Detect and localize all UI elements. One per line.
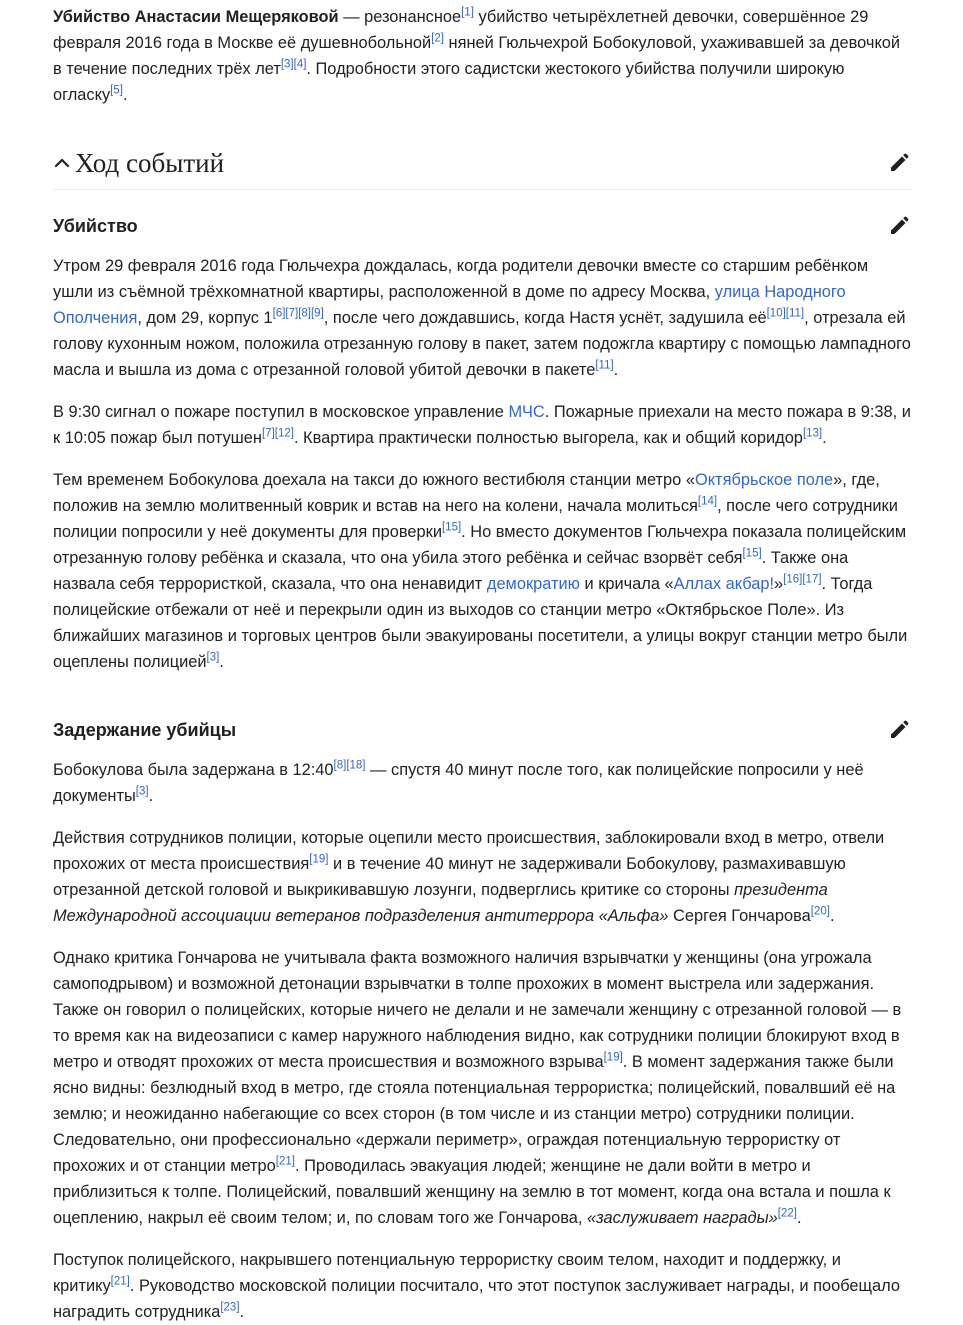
section-header-left[interactable]: [53, 143, 224, 183]
ref-link[interactable]: [3][4]: [280, 58, 307, 71]
subsection-title: Задержание убийцы: [53, 720, 237, 740]
pencil-icon[interactable]: [889, 720, 909, 740]
pencil-icon[interactable]: [889, 216, 909, 236]
paragraph: В 9:30 сигнал о пожаре поступил в московское управление МЧС. Пожарные приехали на место пожара в 9:38, и к 10:05 пожар был потушен[7][12]. Квартира практически полностью выгорела, как и общий коридор[13].: [53, 403, 911, 447]
ref-link[interactable]: [3]: [206, 651, 220, 664]
subsection-header-arrest: [53, 715, 911, 745]
paragraph: Утром 29 февраля 2016 года Гюльчехра дождалась, когда родители девочки вместе со старшим ребёнком ушли из съёмной трёхкомнатной квартиры, расположенной в доме по адресу Москва, улица Народного Ополчения, дом 29, корпус 1[6][7][8][9], после чего дождавшись, когда Настя уснёт, задушила её[10][11], отрезала ей голову кухонным ножом, положила отрезанную голову в пакет, затем подожгла квартиру с помощью лампадного масла и вышла из дома с отрезанной головой убитой девочки в пакете[11].: [53, 257, 911, 379]
ref-link[interactable]: [15]: [742, 547, 762, 560]
chevron-up-icon[interactable]: [53, 154, 71, 172]
ref-link[interactable]: [13]: [802, 427, 823, 440]
ref-link[interactable]: [8][18]: [333, 759, 366, 772]
wiki-link[interactable]: демократию: [486, 575, 580, 593]
wiki-link[interactable]: Октябрьское поле: [694, 471, 834, 489]
ref-link[interactable]: [15]: [441, 521, 462, 534]
ref-link[interactable]: [21]: [110, 1275, 130, 1288]
paragraph: Тем временем Бобокулова доехала на такси до южного вестибюля станции метро «Октябрьское поле», где, положив на землю молитвенный коврик и встав на него на колени, начала молиться[14], после чего сотрудники полиции попросили у неё документы для проверки[15]. Но вместо документов Гюльчехра показала полицейским отрезанную голову ребёнка и сказала, что она убила этого ребёнка и сейчас взорвёт себя[15]. Также она назвала себя террористкой, сказала, что она ненавидит демократию и кричала «Аллах акбар!»[16][17]. Тогда полицейские отбежали от неё и перекрыли один из выходов со станции метро «Октябрьское Поле». Из ближайших магазинов и торговых центров были эвакуированы посетители, а улицы вокруг станции метро были оцеплены полицией[3].: [53, 471, 908, 671]
ref-link[interactable]: [14]: [697, 495, 718, 508]
wiki-link[interactable]: МЧС: [508, 403, 545, 421]
ref-link[interactable]: [22]: [777, 1207, 797, 1220]
article-title-bold: Убийство Анастасии Мещеряковой: [53, 8, 339, 26]
paragraph: Поступок полицейского, накрывшего потенциальную террористку своим телом, находит и поддержку, и критику[21]. Руководство московской полиции посчитало, что этот поступок заслуживает награды, и пообещало наградить сотрудника[23].: [53, 1251, 901, 1321]
lead-paragraph: Убийство Анастасии Мещеряковой — резонансное[1] убийство четырёхлетней девочки, совершённое 29 февраля 2016 года в Москве её душевнобольной[2] няней Гюльчехрой Бобокуловой, ухаживавшей за девочкой в течение последних трёх лет[3][4]. Подробности этого садистски жестокого убийства получили широкую огласку[5].: [53, 6, 901, 104]
ref-link[interactable]: [21]: [275, 1155, 295, 1168]
ref-link[interactable]: [20]: [810, 905, 830, 918]
wiki-link[interactable]: Аллах акбар!: [673, 575, 775, 593]
ref-link[interactable]: [7][12]: [261, 427, 294, 440]
paragraph: Бобокулова была задержана в 12:40[8][18] — спустя 40 минут после того, как полицейские попросили у неё документы[3].: [53, 759, 864, 805]
ref-link[interactable]: [5]: [110, 84, 123, 97]
ref-link[interactable]: [1]: [461, 6, 474, 19]
ref-link[interactable]: [23]: [220, 1301, 240, 1314]
paragraph: Однако критика Гончарова не учитывала факта возможного наличия взрывчатки у женщины (она угрожала самоподрывом) и возможной детонации взрывчатки в толпе прохожих в момент выстрела или задержания. Также он говорил о полицейских, которые ничего не делали и не замечали женщину с отрезанной головой — в то время как на видеозаписи с камер наружного наблюдения видно, как сотрудники полиции блокируют вход в метро и отводят прохожих от места происшествия и возможного взрыва[19]. В момент задержания также были ясно видны: безлюдный вход в метро, где стояла потенциальная террористка; полицейский, повалвший её на землю; и неожиданно набегающие со всех сторон (в том числе и из станции метро) сотрудники полиции. Следовательно, они профессионально «держали периметр», ограждая потенциальную террористку от прохожих и от станции метро[21]. Проводилась эвакуация людей; женщине не дали войти в метро и приблизиться к толпе. Полицейский, повалвший женщину на землю в тот момент, когда она встала и пошла к оцеплению, накрыл её своим телом; и, по словам того же Гончарова, «заслуживает награды»[22].: [53, 949, 902, 1227]
ref-link[interactable]: [2]: [431, 32, 444, 45]
section-title: Ход событий: [75, 148, 225, 178]
ref-link[interactable]: [10][11]: [766, 307, 805, 320]
section-header-events[interactable]: [53, 137, 911, 190]
section-gap: [53, 691, 911, 715]
ref-link[interactable]: [11]: [595, 359, 614, 372]
subsection-title: Убийство: [53, 216, 138, 236]
pencil-icon[interactable]: [889, 153, 909, 173]
ref-link[interactable]: [19]: [603, 1051, 623, 1064]
ref-link[interactable]: [19]: [309, 853, 329, 866]
wiki-link[interactable]: улица Народного Ополчения: [53, 283, 846, 327]
ref-link[interactable]: [6][7][8][9]: [272, 307, 324, 320]
ref-link[interactable]: [3]: [135, 785, 149, 798]
paragraph: Действия сотрудников полиции, которые оцепили место происшествия, заблокировали вход в метро, отвели прохожих от места происшествия[19] и в течение 40 минут не задерживали Бобокулову, размахивавшую отрезанной детской головой и выкрикивавшую лозунги, подверглись критике со стороны президента Международной ассоциации ветеранов подразделения антитеррора «Альфа» Сергея Гончарова[20].: [53, 829, 885, 925]
subsection-header-murder: [53, 211, 911, 241]
ref-link[interactable]: [16][17]: [783, 573, 822, 586]
